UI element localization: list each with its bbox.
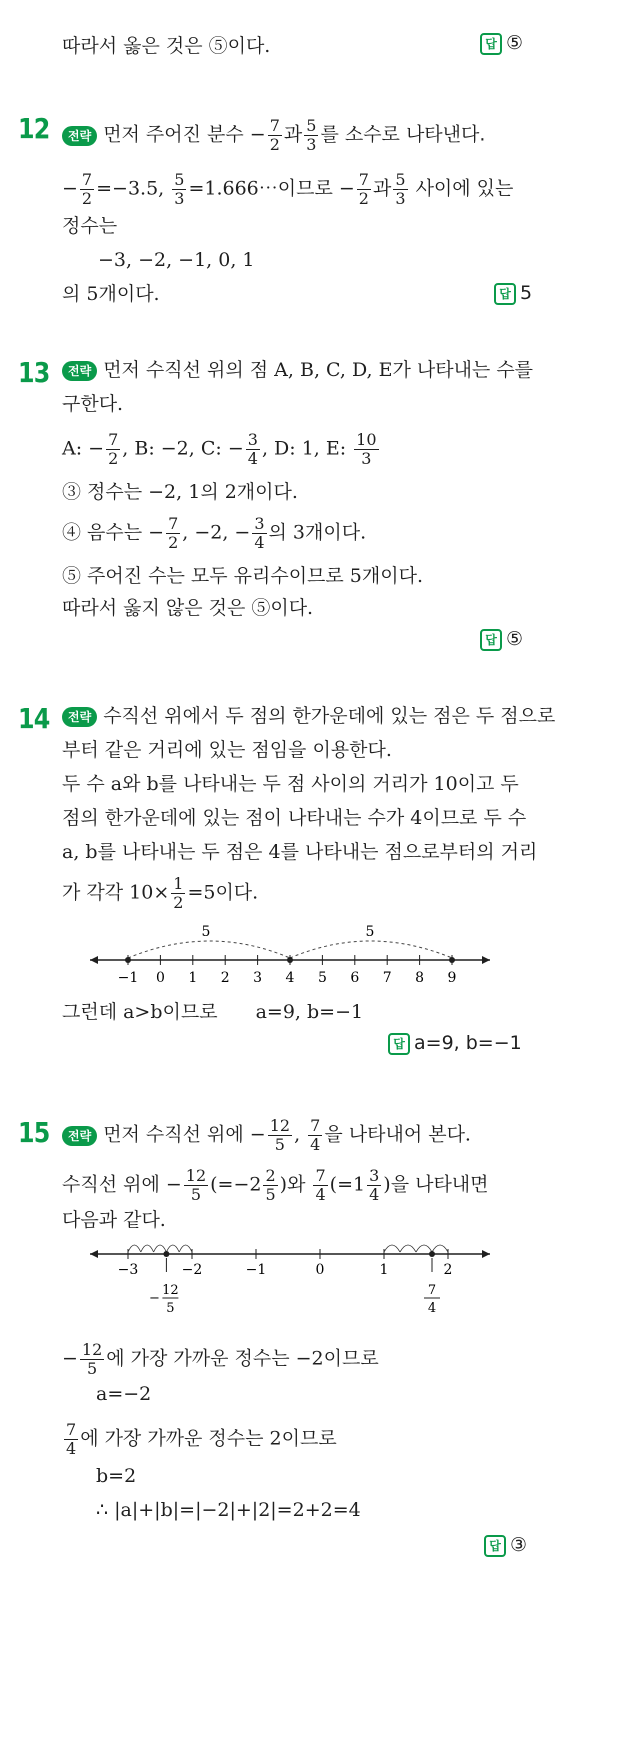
arc-label: 5 (365, 924, 375, 940)
tick-label: 2 (443, 1262, 453, 1278)
tick-label: 7 (382, 970, 392, 986)
q13-line7: 따라서 옳지 않은 것은 ⑤이다. (62, 597, 314, 619)
q15-line5: a=−2 (96, 1383, 152, 1405)
q14-line6: 가 각각 10× $\frac{1}{2}$ =5이다. (62, 874, 259, 912)
subdivision-arc (154, 1245, 167, 1252)
q13-line4: ③ 정수는 −2, 1의 2개이다. (62, 481, 298, 503)
q13-line5: ④ 음수는 − $\frac{7}{2}$ , −2, − $\frac{3}{4}$ 의 3개이다. (62, 514, 367, 552)
fraction-numerator: 7 (427, 1283, 437, 1298)
arc-label: 5 (201, 924, 211, 940)
tick-label: 0 (315, 1262, 325, 1278)
tick-label: 1 (188, 970, 198, 986)
question-number-12: 12 (18, 112, 50, 145)
q12-line2: − $\frac{7}{2}$ =−3.5, $\frac{5}{3}$ =1.666⋯이므로 − $\frac{7}{2}$ 과 $\frac{5}{3}$ 사이에 있는 (62, 170, 514, 208)
point (163, 1251, 169, 1257)
subdivision-arc (141, 1245, 154, 1252)
question-number-14: 14 (18, 702, 50, 735)
q15-line3: 다음과 같다. (62, 1209, 166, 1231)
number-line-q15 (80, 1232, 500, 1324)
answer-15: 답 ③ (484, 1534, 527, 1557)
tick-label: 3 (253, 970, 263, 986)
tick-label: 6 (350, 970, 360, 986)
intro-text: 따라서 옳은 것은 ⑤이다. (62, 35, 271, 57)
point-a (449, 957, 455, 963)
question-number-15: 15 (18, 1116, 50, 1149)
q15-line8: ∴ |a|+|b|=|−2|+|2|=2+2=4 (96, 1499, 361, 1521)
fraction-denominator: 5 (166, 1301, 175, 1316)
subdivision-arc (432, 1245, 448, 1252)
tick-label: 8 (415, 970, 425, 986)
subdivision-arc (384, 1245, 400, 1252)
strategy-tag: 전략 (62, 126, 97, 146)
q12-line5: 의 5개이다. (62, 283, 160, 305)
number-line-q14 (80, 914, 500, 990)
point-b (125, 957, 131, 963)
answer-13: 답 ⑤ (480, 628, 523, 651)
q13-line2: 구한다. (62, 393, 124, 415)
q12-line3: 정수는 (62, 215, 118, 237)
tick-label: 9 (447, 970, 457, 986)
subdivision-arc (166, 1245, 179, 1252)
tick-label: 2 (220, 970, 230, 986)
q14-line2: 부터 같은 거리에 있는 점임을 이용한다. (62, 739, 392, 761)
minus-sign: − (148, 1291, 160, 1306)
answer-12: 답 5 (494, 282, 532, 305)
subdivision-arc (416, 1245, 432, 1252)
q15-strategy: 전략 먼저 수직선 위에 − $\frac{12}{5}$ , $\frac{7}{4}$ 을 나타내어 본다. (62, 1118, 471, 1153)
answer-icon: 답 (480, 33, 502, 55)
answer-14: 답 a=9, b=−1 (388, 1032, 522, 1055)
q12-line4: −3, −2, −1, 0, 1 (98, 249, 255, 271)
fraction-denominator: 4 (427, 1301, 437, 1316)
tick-label: 0 (155, 970, 165, 986)
tick-label: 1 (379, 1262, 389, 1278)
q14-strategy: 전략 수직선 위에서 두 점의 한가운데에 있는 점은 두 점으로 (62, 702, 555, 730)
subdivision-arc (400, 1245, 416, 1252)
q15-line6: $\frac{7}{4}$ 에 가장 가까운 정수는 2이므로 (66, 1420, 337, 1458)
q12-strategy: 전략 먼저 주어진 분수 − $\frac{7}{2}$ 과 $\frac{5}{3}$ 를 소수로 나타낸다. (62, 118, 485, 153)
q14-line4: 점의 한가운데에 있는 점이 나타내는 수가 4이므로 두 수 (62, 807, 527, 829)
fraction-numerator: 12 (162, 1283, 179, 1298)
q15-line2: 수직선 위에 − $\frac{12}{5}$ (=−2 $\frac{2}{5}$ )와 $\frac{7}{4}$ (=1 $\frac{3}{4}$ )을 나타내면 (62, 1166, 489, 1204)
point (429, 1251, 435, 1257)
subdivision-arc (128, 1245, 141, 1252)
answer-intro: 답 ⑤ (480, 32, 523, 55)
q14-line5: a, b를 나타내는 두 점은 4를 나타내는 점으로부터의 거리 (62, 841, 538, 863)
q13-line3: A: − $\frac{7}{2}$ , B: −2, C: − $\frac{3}{4}$ , D: 1, E: $\frac{10}{3}$ (62, 430, 377, 468)
q13-line6: ⑤ 주어진 수는 모두 유리수이므로 5개이다. (62, 565, 423, 587)
tick-label: 5 (317, 970, 327, 986)
tick-label: −2 (181, 1262, 203, 1278)
q14-line3: 두 수 a와 b를 나타내는 두 점 사이의 거리가 10이고 두 (62, 773, 519, 795)
tick-label: −3 (117, 1262, 139, 1278)
question-number-13: 13 (18, 356, 50, 389)
tick-label: −1 (245, 1262, 267, 1278)
tick-label: 4 (285, 970, 295, 986)
point-mid (287, 957, 293, 963)
q14-line7: 그런데 a>b이므로 a=9, b=−1 (62, 1001, 364, 1023)
q15-line7: b=2 (96, 1465, 137, 1487)
subdivision-arc (179, 1245, 192, 1252)
q13-strategy: 전략 먼저 수직선 위의 점 A, B, C, D, E가 나타내는 수를 (62, 356, 533, 384)
tick-label: −1 (117, 970, 139, 986)
q15-line4: − $\frac{12}{5}$ 에 가장 가까운 정수는 −2이므로 (62, 1340, 379, 1378)
